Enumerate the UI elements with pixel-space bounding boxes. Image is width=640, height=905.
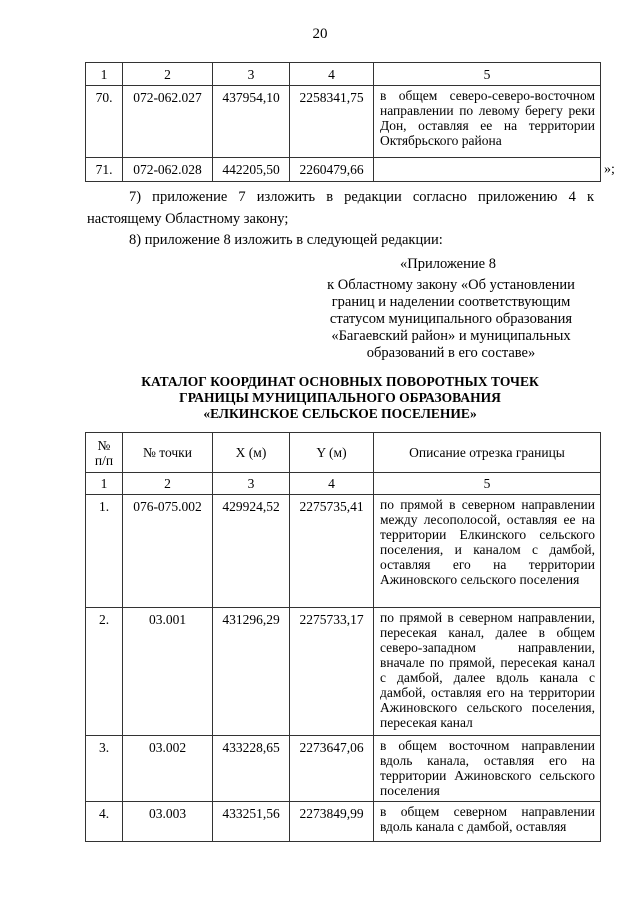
header-x: X (м)	[213, 433, 290, 473]
segment-description: в общем северо-северо-восточном направлении по левому берегу реки Дон, оставляя ее на территории Октябрьского района	[374, 86, 601, 158]
row-index: 2.	[86, 608, 123, 736]
table-row	[86, 495, 601, 608]
appendix-line: к Областному закону «Об установлении	[327, 277, 575, 293]
column-number-2: 2	[123, 63, 213, 86]
table-row	[86, 608, 601, 736]
row-index: 70.	[86, 86, 123, 158]
appendix-line: границ и наделении соответствующим	[331, 294, 571, 310]
boundary-table-continuation	[85, 62, 601, 182]
table-row	[86, 158, 601, 182]
header-description: Описание отрезка границы	[374, 433, 601, 473]
appendix-reference	[313, 277, 589, 362]
segment-description	[374, 158, 601, 182]
table-header-row	[86, 63, 601, 86]
x-coordinate: 442205,50	[213, 158, 290, 182]
table-header-row	[86, 433, 601, 473]
column-number-5: 5	[374, 473, 601, 495]
y-coordinate: 2258341,75	[290, 86, 374, 158]
column-number-3: 3	[213, 63, 290, 86]
column-number-1: 1	[86, 63, 123, 86]
header-number-sign: №	[97, 437, 111, 453]
column-number-4: 4	[290, 63, 374, 86]
x-coordinate: 437954,10	[213, 86, 290, 158]
column-number-5: 5	[374, 63, 601, 86]
row-index: 3.	[86, 736, 123, 802]
point-id: 03.003	[123, 802, 213, 842]
segment-description: в общем восточном направлении вдоль канала, оставляя его на территории Ажиновского сельского поселения	[374, 736, 601, 802]
table-row	[86, 86, 601, 158]
catalog-title-line: «ЕЛКИНСКОЕ СЕЛЬСКОЕ ПОСЕЛЕНИЕ»	[203, 406, 477, 421]
y-coordinate: 2273647,06	[290, 736, 374, 802]
catalog-title	[140, 374, 540, 422]
row-index: 1.	[86, 495, 123, 608]
paragraph-item-7	[87, 186, 594, 230]
column-number-3: 3	[213, 473, 290, 495]
segment-description: по прямой в северном направлении между лесополосой, оставляя ее на территории Елкинского сельского поселения, и каналом с дамбой, оставляя его на территории Ажиновского сельского поселения	[374, 495, 601, 608]
x-coordinate: 433228,65	[213, 736, 290, 802]
point-id: 03.002	[123, 736, 213, 802]
point-id: 03.001	[123, 608, 213, 736]
appendix-line: образований в его составе»	[366, 345, 536, 361]
column-number-1: 1	[86, 473, 123, 495]
y-coordinate: 2275735,41	[290, 495, 374, 608]
x-coordinate: 431296,29	[213, 608, 290, 736]
catalog-title-line: КАТАЛОГ КООРДИНАТ ОСНОВНЫХ ПОВОРОТНЫХ ТОЧЕК	[141, 374, 539, 389]
point-id: 076-075.002	[123, 495, 213, 608]
table-numbering-row	[86, 473, 601, 495]
column-number-4: 4	[290, 473, 374, 495]
paragraph-7-text: 7) приложение 7 изложить в редакции согласно приложению 4 к настоящему Областному закону;	[87, 189, 594, 227]
closing-quote: »;	[604, 162, 615, 177]
table-row	[86, 736, 601, 802]
y-coordinate: 2275733,17	[290, 608, 374, 736]
header-pp: п/п	[94, 452, 114, 468]
catalog-title-line: ГРАНИЦЫ МУНИЦИПАЛЬНОГО ОБРАЗОВАНИЯ	[179, 390, 501, 405]
row-index: 4.	[86, 802, 123, 842]
column-number-2: 2	[123, 473, 213, 495]
header-row-number	[86, 433, 123, 473]
page-number: 20	[312, 26, 328, 42]
y-coordinate: 2273849,99	[290, 802, 374, 842]
row-index: 71.	[86, 158, 123, 182]
x-coordinate: 429924,52	[213, 495, 290, 608]
paragraph-8-text: 8) приложение 8 изложить в следующей редакции:	[129, 232, 443, 248]
segment-description: в общем северном направлении вдоль канала с дамбой, оставляя	[374, 802, 601, 842]
header-point: № точки	[123, 433, 213, 473]
appendix-heading: «Приложение 8	[400, 256, 496, 272]
table-row	[86, 802, 601, 842]
header-y: Y (м)	[290, 433, 374, 473]
y-coordinate: 2260479,66	[290, 158, 374, 182]
segment-description: по прямой в северном направлении, пересекая канал, далее в общем северо-западном направлении, вначале по прямой, пересекая канал с дамбой, далее вдоль канала с дамбой, оставляя его на территории Ажиновского сельского поселения, пересекая канал	[374, 608, 601, 736]
x-coordinate: 433251,56	[213, 802, 290, 842]
paragraph-item-8	[87, 229, 594, 251]
coordinates-catalog-table	[85, 432, 601, 842]
point-id: 072-062.028	[123, 158, 213, 182]
appendix-line: «Багаевский район» и муниципальных	[331, 328, 571, 344]
point-id: 072-062.027	[123, 86, 213, 158]
appendix-line: статусом муниципального образования	[329, 311, 573, 327]
